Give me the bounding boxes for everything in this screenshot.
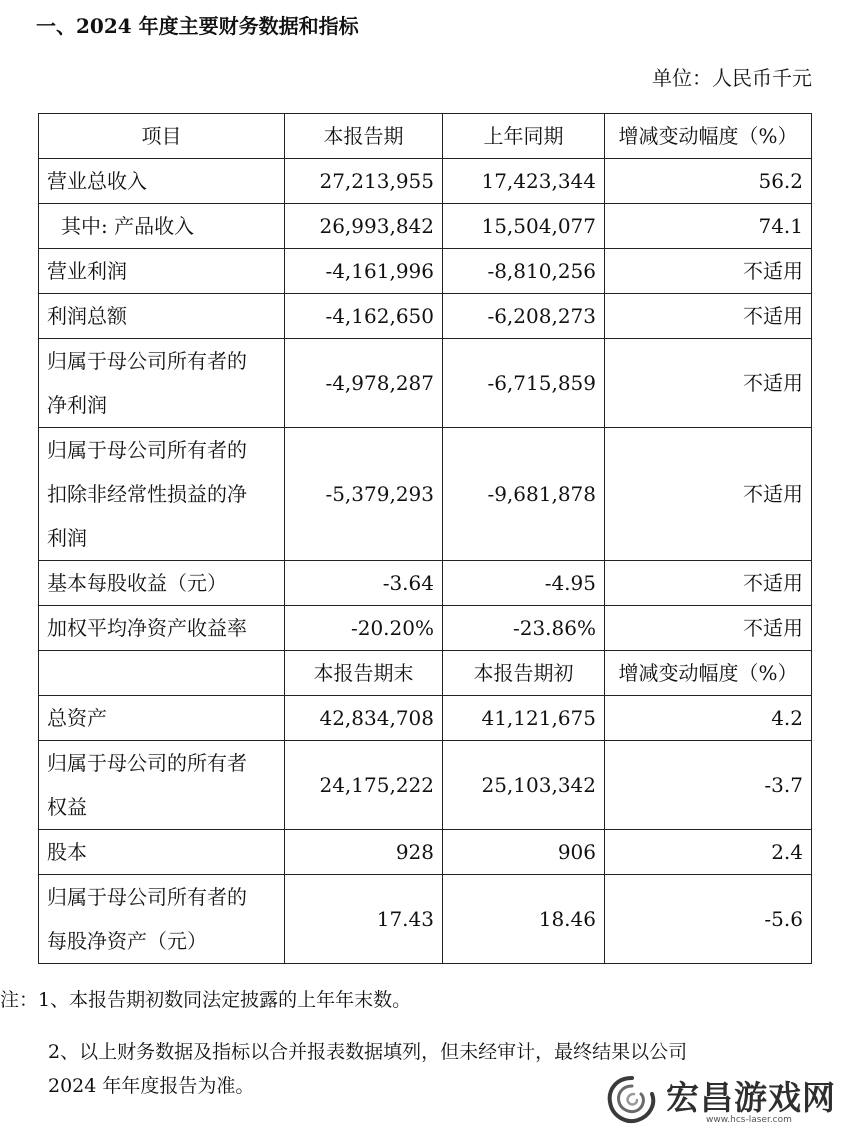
note-2-line-2: 2024 年年度报告为准。 xyxy=(48,1075,255,1097)
row-current: -4,161,996 xyxy=(285,249,443,294)
row-previous: 15,504,077 xyxy=(443,204,605,249)
table-subheader-row xyxy=(39,651,812,696)
row-label-line: 扣除非经常性损益的净 xyxy=(47,482,247,506)
row-label-line: 归属于母公司的所有者 xyxy=(47,751,247,775)
row-label-line: 归属于母公司所有者的 xyxy=(47,349,247,373)
unit-label: 单位：人民币千元 xyxy=(652,66,812,90)
row-current: 928 xyxy=(285,830,443,875)
row-label xyxy=(39,741,285,830)
row-current: -5,379,293 xyxy=(285,428,443,561)
row-label-line: 利润 xyxy=(47,526,87,550)
table-row xyxy=(39,696,812,741)
subheader-change: 增减变动幅度（%） xyxy=(605,651,812,696)
row-label xyxy=(39,428,285,561)
row-previous: 17,423,344 xyxy=(443,159,605,204)
row-label: 营业利润 xyxy=(39,249,285,294)
watermark-url: www.hcs-laser.com xyxy=(706,1115,792,1125)
row-previous: -4.95 xyxy=(443,561,605,606)
row-change: 不适用 xyxy=(605,561,812,606)
subheader-period-end: 本报告期末 xyxy=(285,651,443,696)
row-label: 总资产 xyxy=(39,696,285,741)
row-label: 基本每股收益（元） xyxy=(39,561,285,606)
row-label-line: 权益 xyxy=(47,795,87,819)
row-previous: 25,103,342 xyxy=(443,741,605,830)
table-header-row xyxy=(39,114,812,159)
row-label-line: 净利润 xyxy=(47,393,107,417)
table-row xyxy=(39,339,812,428)
row-change: 不适用 xyxy=(605,428,812,561)
table-row xyxy=(39,875,812,964)
row-previous: -23.86% xyxy=(443,606,605,651)
table-row xyxy=(39,159,812,204)
header-item: 项目 xyxy=(39,114,285,159)
table-row xyxy=(39,294,812,339)
header-change: 增减变动幅度（%） xyxy=(605,114,812,159)
row-current: 24,175,222 xyxy=(285,741,443,830)
row-previous: 18.46 xyxy=(443,875,605,964)
header-current: 本报告期 xyxy=(285,114,443,159)
note-1: 注：1、本报告期初数同法定披露的上年年末数。 xyxy=(0,989,412,1011)
table-row xyxy=(39,561,812,606)
table-row xyxy=(39,741,812,830)
row-change: -5.6 xyxy=(605,875,812,964)
watermark-text: 宏昌游戏网 xyxy=(666,1078,836,1117)
row-change: 不适用 xyxy=(605,339,812,428)
row-previous: -6,715,859 xyxy=(443,339,605,428)
row-change: 4.2 xyxy=(605,696,812,741)
row-change: 不适用 xyxy=(605,294,812,339)
row-change: 2.4 xyxy=(605,830,812,875)
row-label-line: 每股净资产（元） xyxy=(47,929,207,953)
row-change: 不适用 xyxy=(605,606,812,651)
row-current: -20.20% xyxy=(285,606,443,651)
row-previous: -9,681,878 xyxy=(443,428,605,561)
row-label: 利润总额 xyxy=(39,294,285,339)
row-current: 42,834,708 xyxy=(285,696,443,741)
row-current: 27,213,955 xyxy=(285,159,443,204)
swirl-logo-icon xyxy=(604,1074,660,1126)
row-current: -4,978,287 xyxy=(285,339,443,428)
table-row xyxy=(39,428,812,561)
row-label: 股本 xyxy=(39,830,285,875)
row-current: 17.43 xyxy=(285,875,443,964)
table-row xyxy=(39,830,812,875)
row-current: -3.64 xyxy=(285,561,443,606)
row-change: 74.1 xyxy=(605,204,812,249)
row-change: 不适用 xyxy=(605,249,812,294)
site-watermark xyxy=(604,1070,844,1132)
row-label-line: 归属于母公司所有者的 xyxy=(47,438,247,462)
row-label xyxy=(39,339,285,428)
row-previous: -6,208,273 xyxy=(443,294,605,339)
row-previous: 906 xyxy=(443,830,605,875)
table-row xyxy=(39,606,812,651)
row-label xyxy=(39,875,285,964)
subheader-item xyxy=(39,651,285,696)
financial-table xyxy=(38,113,812,964)
row-label: 加权平均净资产收益率 xyxy=(39,606,285,651)
note-2-line-1: 2、以上财务数据及指标以合并报表数据填列，但未经审计，最终结果以公司 xyxy=(48,1041,688,1063)
section-heading: 一、2024 年度主要财务数据和指标 xyxy=(36,14,359,38)
table-row xyxy=(39,249,812,294)
row-label: 其中: 产品收入 xyxy=(39,204,285,249)
row-label: 营业总收入 xyxy=(39,159,285,204)
table-row xyxy=(39,204,812,249)
row-current: 26,993,842 xyxy=(285,204,443,249)
row-change: -3.7 xyxy=(605,741,812,830)
row-previous: 41,121,675 xyxy=(443,696,605,741)
header-previous: 上年同期 xyxy=(443,114,605,159)
row-change: 56.2 xyxy=(605,159,812,204)
row-previous: -8,810,256 xyxy=(443,249,605,294)
row-label-line: 归属于母公司所有者的 xyxy=(47,885,247,909)
subheader-period-start: 本报告期初 xyxy=(443,651,605,696)
row-current: -4,162,650 xyxy=(285,294,443,339)
